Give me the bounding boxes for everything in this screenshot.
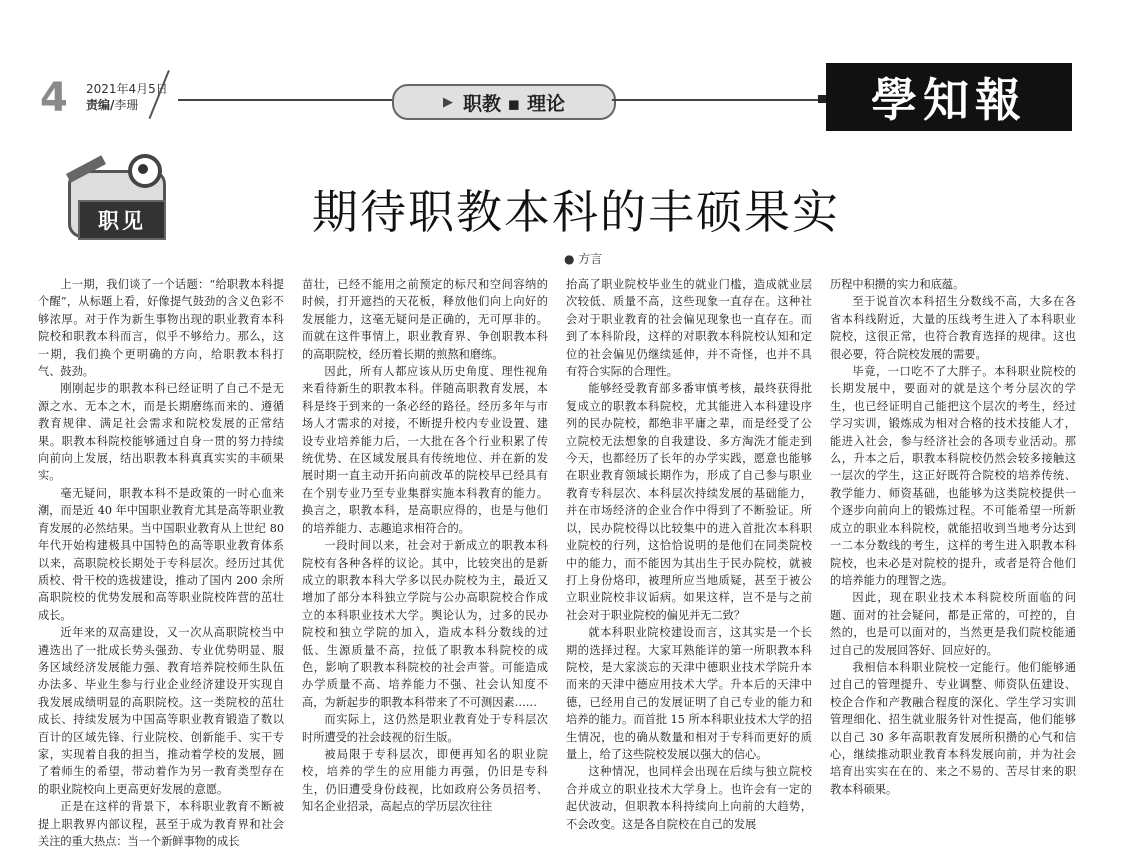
issue-date: 2021年4月5日 bbox=[86, 82, 168, 96]
header-rule-right bbox=[612, 99, 818, 101]
paragraph: 因此，现在职业技术本科院校所面临的问题、面对的社会疑问，都是正常的，可控的，自然的，也是可以面对的，当然更是我们院校能通过自己的发展回答好、回应好的。 bbox=[830, 591, 1076, 657]
page-header bbox=[0, 0, 1125, 140]
paragraph: 毕竟，一口吃不了大胖子。本科职业院校的长期发展中，要面对的就是这个考分层次的学生，也已经证明自己能把这个层次的考生，经过学习实训，锻炼成为相对合格的技术技能人才，能进入社会，参与经济社会的各项专业活动。那么，升本之后，职教本科院校仍然会较多接触这一层次的学生，这正好既符合院校的培养传统、教学能力、师资基础，也能够为这类院校提供一个逐步向前向上的锻炼过程。不可能希望一所新成立的职业本科院校，就能招收到当地考分达到一二本分数线的考生，这样的考生进入职教本科院校，也未必是对院校的提升，或者是符合他们的培养能力的理智之选。 bbox=[830, 365, 1076, 587]
paragraph: 历程中积攒的实力和底蕴。 bbox=[830, 278, 965, 291]
header-rule-left bbox=[178, 99, 392, 101]
article-body bbox=[38, 276, 1078, 864]
paragraph: 被局限于专科层次，即便再知名的职业院校，培养的学生的应用能力再强，仍旧是专科生，仍旧遭受身份歧视，比如政府公务员招考、知名企业招录，高起点的学历层次往往 bbox=[302, 747, 548, 814]
paragraph: 近年来的双高建设，又一次从高职院校当中遴选出了一批成长势头强劲、专业优势明显、服务区域经济发展能力强、教育培养院校师生队伍办法多、毕业生参与行业企业经济建设开实现自我发展成绩明显的高职院校。这一类院校的茁壮成长、持续发展为中国高等职业教育锻造了数以百计的区域先锋、行业院校、创新能手、实干专家，实现着自我的担当，推动着学校的发展，圆了着师生的希望，带动着作为另一教育类型存在的职业院校向上更高更好发展的意愿。 bbox=[38, 626, 284, 796]
paragraph: 能够经受教育部多番审慎考核，最终获得批复成立的职教本科院校，尤其能进入本科建设序列的民办院校，都绝非平庸之辈，而是经受了公立院校无法想象的自我建设、多方淘洗才能走到今天，也都经历了长年的办学实践，愿意也能够在职业教育领域长期作为，形成了自己参与职业教育专科层次、本科层次持续发展的基础能力，并在市场经济的企业合作中得到了不断验证。所以，民办院校得以比较集中的进入首批次本科职业院校的行列，这恰恰说明的是他们在同类院校中的能力，而不能因为其出生于民办院校，就被打上身份烙印，被理所应当地质疑，甚至于被公立职业院校非议诟病。如果这样，岂不是与之前社会对于职业院校的偏见并无二致？ bbox=[566, 382, 812, 622]
paragraph: 这种情况，也同样会出现在后续与独立院校合并成立的职业技术大学身上。也许会有一定的起伏波动，但职教本科持续向上向前的大趋势，不会改变。这是各自院校在自己的发展 bbox=[566, 765, 812, 831]
play-triangle-icon: ▶ bbox=[442, 94, 453, 110]
section-name: 职教 ▪ 理论 bbox=[462, 92, 566, 115]
article-byline: ● 方言 bbox=[564, 252, 603, 266]
eye-icon bbox=[128, 154, 162, 188]
paragraph: 我相信本科职业院校一定能行。他们能够通过自己的管理提升、专业调整、师资队伍建设、校企合作和产教融合程度的深化、学生学习实训管理细化、招生就业服务针对性提高，他们能够以自己 30 多年高职教育发展所积攒的心气和信心，继续推动职业教育本科发展向前，并为社会培育出实实在在的、来之不易的、苦尽甘来的职教本科硕果。 bbox=[830, 660, 1076, 796]
column-logo bbox=[62, 152, 172, 248]
article-title: 期待职教本科的丰硕果实 bbox=[312, 185, 840, 239]
editor-credit bbox=[86, 96, 138, 113]
paragraph: 一段时间以来，社会对于新成立的职教本科院校有各种各样的议论。其中，比较突出的是新成立的职教本科大学多以民办院校为主，最近又增加了部分本科独立学院与公办高职院校合作成立的本科职业技术大学。舆论认为，过多的民办院校和独立学院的加入，造成本科分数线的过低、生源质量不高，拉低了职教本科院校的成色，影响了职教本科院校的社会声誉。可能造成办学质量不高、培养能力不强、社会认知度不高，为新起步的职教本科带来了不可测因素…… bbox=[302, 539, 548, 709]
article-column-4 bbox=[830, 276, 1076, 864]
article-column-1 bbox=[38, 276, 284, 864]
section-label bbox=[392, 84, 616, 120]
rule-end-square bbox=[818, 95, 826, 103]
article-column-2 bbox=[302, 276, 548, 864]
editor-name: 李珊 bbox=[114, 98, 139, 112]
newspaper-masthead: 學知報 bbox=[826, 63, 1072, 131]
page-number: 4 bbox=[40, 75, 68, 121]
editor-label: 责编/ bbox=[86, 98, 115, 112]
paragraph: 刚刚起步的职教本科已经证明了自己不是无源之水、无本之木，而是长期磨练而来的、遵循教育规律、满足社会需求和院校发展的正常结果。职教本科院校能够通过自身一贯的努力持续向前向上发展，结出职教本科真真实实的丰硕果实。 bbox=[38, 382, 284, 483]
article-column-3 bbox=[566, 276, 812, 864]
paragraph: 就本科职业院校建设而言，这其实是一个长期的选择过程。大家耳熟能详的第一所职教本科院校，是大家淡忘的天津中德职业技术学院升本而来的天津中德应用技术大学。升本后的天津中德，已经用自己的发展证明了自己专业的能力和培养的能力。而首批 15 所本科职业技术大学的招生情况，也的确从数量和相对于专科而更好的质量上，给了这些院校发展以强大的信心。 bbox=[566, 626, 812, 761]
paragraph: 因此，所有人都应该从历史角度、理性视角来看待新生的职教本科。伴随高职教育发展，本科是终于到来的一条必经的路径。经历多年与市场人才需求的对接，不断提升校内专业设置、建设专业培养能力后，一大批在各个行业积累了传统优势、在区域发展具有传统地位、并在新的发展时期一直主动开拓向前改革的院校早已经具有在个别专业乃至专业集群实施本科教育的能力。换言之，职教本科，是高职应得的，也是与他们的培养能力、志趣追求相符合的。 bbox=[302, 365, 548, 535]
column-logo-label: 职见 bbox=[78, 200, 166, 240]
paragraph: 而实际上，这仍然是职业教育处于专科层次时所遭受的社会歧视的衍生版。 bbox=[302, 713, 548, 744]
paragraph: 毫无疑问，职教本科不是政策的一时心血来潮，而是近 40 年中国职业教育尤其是高等职业教育发展的必然结果。当中国职业教育从上世纪 80 年代开始构建极具中国特色的高等职业教育体系以来，高职院校长期处于专科层次。经历过其优质校、骨干校的选拔建设，推动了国内 200 余所高职院校的优势发展和高等职业院校阵营的茁壮成长。 bbox=[38, 486, 284, 622]
paragraph: 至于说首次本科招生分数线不高，大多在各省本科线附近，大量的压线考生进入了本科职业院校，这很正常，也符合教育选择的规律。这也很必要，符合院校发展的需要。 bbox=[830, 295, 1076, 361]
paragraph: 苗壮，已经不能用之前预定的标尺和空间容纳的时候，打开遮挡的天花板，释放他们向上向好的发展能力，这毫无疑问是正确的，无可厚非的。而就在这件事情上，职业教育界、争创职教本科的高职院校，经历着长期的煎熬和磨练。 bbox=[302, 278, 548, 361]
paragraph: 正是在这样的背景下，本科职业教育不断被提上职教界内部议程，甚至于成为教育界和社会关注的重大热点：当一个新鲜事物的成长 bbox=[38, 800, 284, 848]
paragraph: 抬高了职业院校毕业生的就业门槛，造成就业层次较低、质量不高，这些现象一直存在。这种社会对于职业教育的社会偏见现象也一直存在。而到了本科阶段，这样的对职教本科院校认知和定位的社会偏见仍继续延伸，并不奇怪，也并不具有符合实际的合理性。 bbox=[566, 278, 812, 379]
paragraph: 上一期，我们谈了一个话题：“给职教本科提个醒”，从标题上看，好像提气鼓劲的含义色彩不够浓厚。对于作为新生事物出现的职业教育本科院校和职教本科而言，似乎不够给力。那么，这一期，我们换个更明确的方向，给职教本科打气、鼓劲。 bbox=[38, 278, 284, 379]
